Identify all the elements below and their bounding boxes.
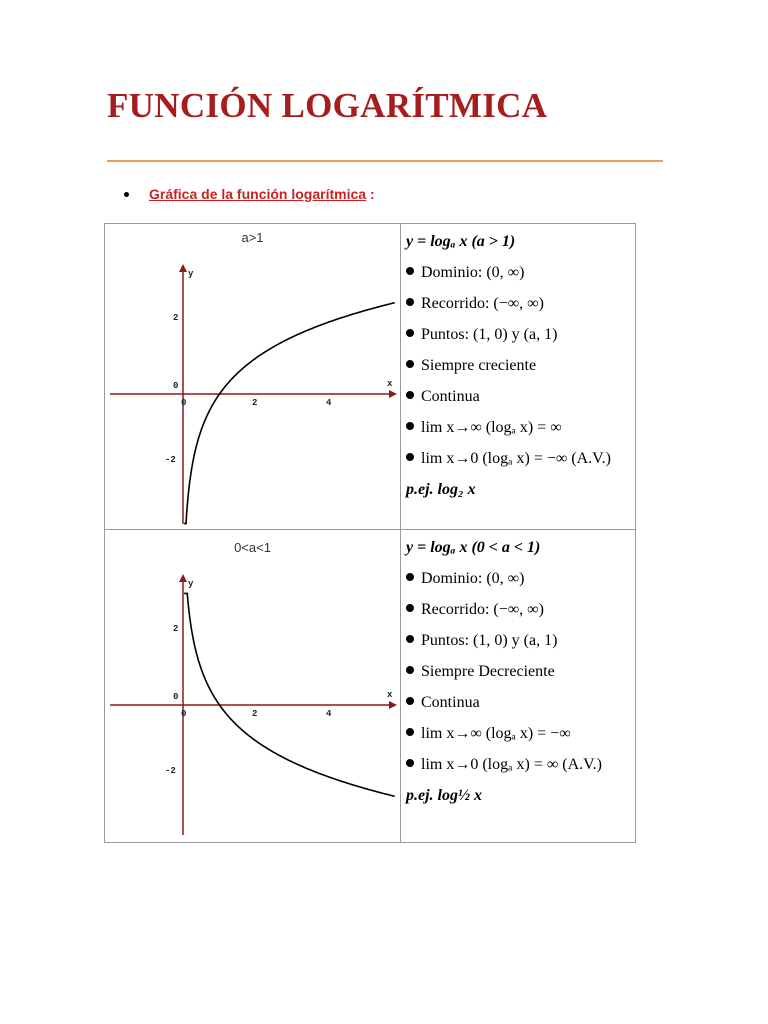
bullet-icon xyxy=(406,453,414,461)
property-item: Continua xyxy=(406,385,631,416)
page-title: FUNCIÓN LOGARÍTMICA xyxy=(107,86,548,125)
example-item: p.ej. log½ x xyxy=(406,787,482,804)
graph-cell xyxy=(105,530,401,843)
bullet-icon xyxy=(406,360,414,368)
property-item: Dominio: (0, ∞) xyxy=(406,261,631,292)
case-label: a>1 xyxy=(241,230,264,245)
bullet-icon xyxy=(406,573,414,581)
properties-list xyxy=(401,224,635,509)
x-tick-label: 4 xyxy=(326,709,332,719)
example-item: p.ej. log₂ x xyxy=(406,481,476,498)
bullet-icon xyxy=(406,604,414,612)
y-axis-label: y xyxy=(188,579,194,589)
bullet-icon xyxy=(124,192,129,197)
properties-list xyxy=(401,530,635,815)
property-item: Puntos: (1, 0) y (a, 1) xyxy=(406,629,631,660)
property-item: lim x→0 (logₐ x) = −∞ (A.V.) xyxy=(406,447,631,478)
function-definition: y = logₐ x (0 < a < 1) xyxy=(406,539,541,556)
y-axis-arrow-icon xyxy=(179,264,187,272)
property-item: lim x→∞ (logₐ x) = −∞ xyxy=(406,722,631,753)
log-properties-table xyxy=(104,223,636,843)
x-axis-arrow-icon xyxy=(389,390,397,398)
case-row-a-greater-1 xyxy=(105,224,636,530)
property-item: Continua xyxy=(406,691,631,722)
title-divider xyxy=(107,160,663,162)
log-graph-increasing xyxy=(105,224,400,529)
y-tick-label: -2 xyxy=(165,766,176,776)
property-item: lim x→0 (logₐ x) = ∞ (A.V.) xyxy=(406,753,631,784)
y-tick-label: -2 xyxy=(165,455,176,465)
x-tick-label: 0 xyxy=(181,398,187,408)
bullet-icon xyxy=(406,697,414,705)
graph-cell xyxy=(105,224,401,530)
log-curve xyxy=(184,303,395,524)
y-tick-label: 0 xyxy=(173,692,179,702)
bullet-icon xyxy=(406,298,414,306)
property-item: Dominio: (0, ∞) xyxy=(406,567,631,598)
property-item: Recorrido: (−∞, ∞) xyxy=(406,598,631,629)
property-item: Siempre Decreciente xyxy=(406,660,631,691)
bullet-icon xyxy=(406,391,414,399)
bullet-icon xyxy=(406,728,414,736)
function-definition: y = logₐ x (a > 1) xyxy=(406,233,516,250)
bullet-icon xyxy=(406,759,414,767)
section-link[interactable]: Gráfica de la función logarítmica xyxy=(149,186,367,202)
bullet-icon xyxy=(406,635,414,643)
x-tick-label: 2 xyxy=(252,398,258,408)
bullet-suffix: : xyxy=(366,186,375,202)
log-graph-decreasing xyxy=(105,530,400,842)
properties-cell xyxy=(401,224,636,530)
y-tick-label: 2 xyxy=(173,624,179,634)
y-tick-label: 2 xyxy=(173,313,179,323)
x-axis-label: x xyxy=(387,690,393,700)
x-tick-label: 0 xyxy=(181,709,187,719)
x-tick-label: 4 xyxy=(326,398,332,408)
bullet-icon xyxy=(406,422,414,430)
case-label: 0<a<1 xyxy=(234,540,271,555)
y-axis-arrow-icon xyxy=(179,574,187,582)
properties-cell xyxy=(401,530,636,843)
bullet-icon xyxy=(406,666,414,674)
property-item: lim x→∞ (logₐ x) = ∞ xyxy=(406,416,631,447)
bullet-icon xyxy=(406,329,414,337)
property-item: Puntos: (1, 0) y (a, 1) xyxy=(406,323,631,354)
bullet-icon xyxy=(406,267,414,275)
x-axis-arrow-icon xyxy=(389,701,397,709)
log-curve xyxy=(184,593,395,796)
property-item: Siempre creciente xyxy=(406,354,631,385)
property-item: Recorrido: (−∞, ∞) xyxy=(406,292,631,323)
x-axis-label: x xyxy=(387,379,393,389)
case-row-a-between-0-1 xyxy=(105,530,636,843)
y-axis-label: y xyxy=(188,269,194,279)
y-tick-label: 0 xyxy=(173,381,179,391)
section-bullet xyxy=(124,186,375,202)
x-tick-label: 2 xyxy=(252,709,258,719)
